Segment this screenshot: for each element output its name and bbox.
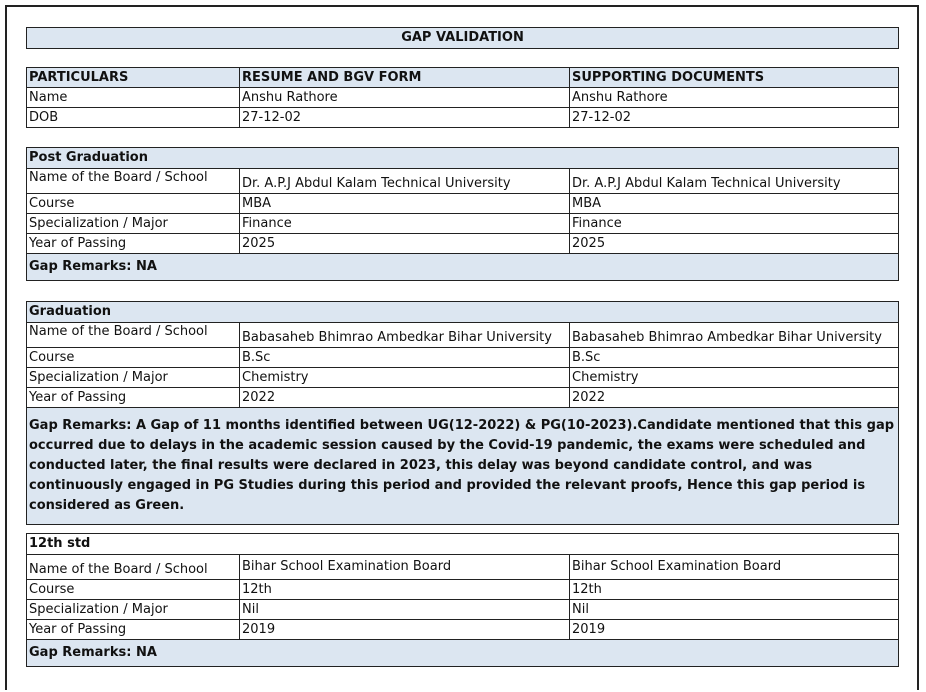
resume-cell: 2019 xyxy=(240,620,570,640)
resume-cell: 12th xyxy=(240,580,570,600)
docs-cell: Babasaheb Bhimrao Ambedkar Bihar University xyxy=(570,323,899,348)
docs-cell: Dr. A.P.J Abdul Kalam Technical University xyxy=(570,169,899,194)
docs-cell: Anshu Rathore xyxy=(570,88,899,108)
docs-cell: 2025 xyxy=(570,234,899,254)
pg-gap-remarks: Gap Remarks: NA xyxy=(27,254,899,281)
label-cell: DOB xyxy=(27,108,240,128)
label-cell: Specialization / Major xyxy=(27,600,240,620)
header-resume: RESUME AND BGV FORM xyxy=(240,68,570,88)
header-documents: SUPPORTING DOCUMENTS xyxy=(570,68,899,88)
resume-cell: Bihar School Examination Board xyxy=(240,555,570,580)
std12-gap-remarks: Gap Remarks: NA xyxy=(27,640,899,667)
label-cell: Year of Passing xyxy=(27,620,240,640)
label-cell: Year of Passing xyxy=(27,388,240,408)
table-row xyxy=(27,169,899,194)
docs-cell: Nil xyxy=(570,600,899,620)
ug-gap-remarks: Gap Remarks: A Gap of 11 months identified between UG(12-2022) & PG(10-2023).Candidate mentioned that this gap occurred due to delays in the academic session caused by the Covid-19 pandemic, the exams were scheduled and conducted later, the final results were declared in 2023, this delay was beyond candidate control, and was continuously engaged in PG Studies during this period and provided the relevant proofs, Hence this gap period is considered as Green. xyxy=(27,408,899,525)
resume-cell: 2025 xyxy=(240,234,570,254)
label-cell: Name xyxy=(27,88,240,108)
table-row xyxy=(27,388,899,408)
pg-table xyxy=(26,147,899,281)
docs-cell: 12th xyxy=(570,580,899,600)
ug-heading: Graduation xyxy=(27,302,899,323)
resume-cell: 27-12-02 xyxy=(240,108,570,128)
table-row xyxy=(27,620,899,640)
ug-table xyxy=(26,301,899,525)
label-cell: Name of the Board / School xyxy=(27,169,240,194)
page-title: GAP VALIDATION xyxy=(27,28,899,49)
resume-cell: Dr. A.P.J Abdul Kalam Technical University xyxy=(240,169,570,194)
table-row xyxy=(27,348,899,368)
table-row xyxy=(27,108,899,128)
table-row xyxy=(27,368,899,388)
label-cell: Course xyxy=(27,348,240,368)
label-cell: Specialization / Major xyxy=(27,214,240,234)
resume-cell: Chemistry xyxy=(240,368,570,388)
resume-cell: Babasaheb Bhimrao Ambedkar Bihar University xyxy=(240,323,570,348)
resume-cell: Anshu Rathore xyxy=(240,88,570,108)
pg-heading: Post Graduation xyxy=(27,148,899,169)
label-cell: Course xyxy=(27,580,240,600)
docs-cell: 2019 xyxy=(570,620,899,640)
docs-cell: Bihar School Examination Board xyxy=(570,555,899,580)
label-cell: Specialization / Major xyxy=(27,368,240,388)
table-row xyxy=(27,194,899,214)
std12-heading: 12th std xyxy=(27,534,899,555)
resume-cell: 2022 xyxy=(240,388,570,408)
label-cell: Name of the Board / School xyxy=(27,323,240,348)
docs-cell: Finance xyxy=(570,214,899,234)
header-particulars: PARTICULARS xyxy=(27,68,240,88)
label-cell: Year of Passing xyxy=(27,234,240,254)
particulars-table xyxy=(26,67,899,128)
title-table xyxy=(26,27,899,49)
table-row xyxy=(27,234,899,254)
std12-table xyxy=(26,533,899,667)
resume-cell: B.Sc xyxy=(240,348,570,368)
resume-cell: Finance xyxy=(240,214,570,234)
docs-cell: Chemistry xyxy=(570,368,899,388)
label-cell: Course xyxy=(27,194,240,214)
docs-cell: 27-12-02 xyxy=(570,108,899,128)
table-row xyxy=(27,580,899,600)
header-row xyxy=(27,68,899,88)
table-row xyxy=(27,88,899,108)
docs-cell: MBA xyxy=(570,194,899,214)
table-row xyxy=(27,214,899,234)
docs-cell: 2022 xyxy=(570,388,899,408)
docs-cell: B.Sc xyxy=(570,348,899,368)
label-cell: Name of the Board / School xyxy=(27,555,240,580)
table-row xyxy=(27,600,899,620)
table-row xyxy=(27,323,899,348)
table-row xyxy=(27,555,899,580)
resume-cell: MBA xyxy=(240,194,570,214)
resume-cell: Nil xyxy=(240,600,570,620)
